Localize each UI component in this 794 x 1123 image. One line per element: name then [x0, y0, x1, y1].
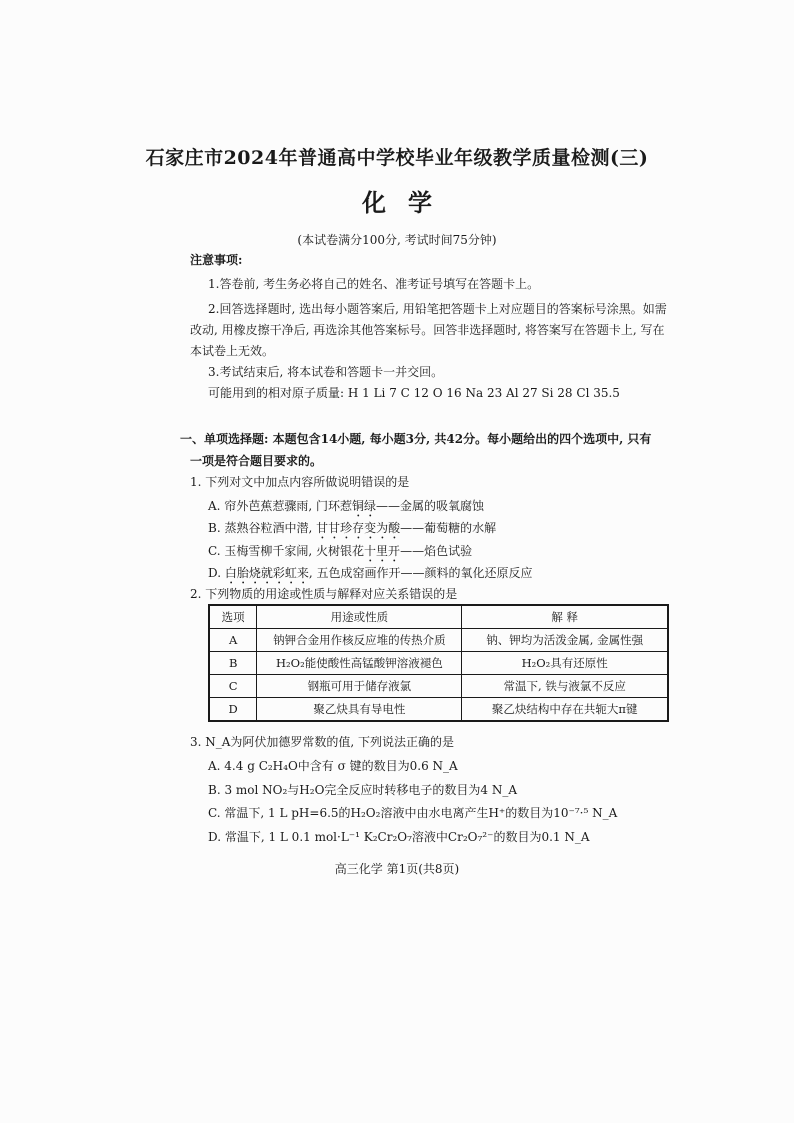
table-cell: 钠钾合金用作核反应堆的传热介质: [257, 629, 462, 652]
table-cell: 聚乙炔结构中存在共轭大π键: [462, 698, 668, 722]
question-2-stem: 2. 下列物质的用途或性质与解释对应关系错误的是: [190, 587, 458, 601]
table-header-row: [209, 605, 668, 629]
question-3-stem: 3. N_A为阿伏加德罗常数的值, 下列说法正确的是: [190, 735, 455, 749]
notice-item-2-cont: 改动, 用橡皮擦干净后, 再选涂其他答案标号。回答非选择题时, 将答案写在答题卡上, 写在: [190, 323, 665, 337]
exam-info: (本试卷满分100分, 考试时间75分钟): [297, 233, 497, 247]
table-row: [209, 652, 668, 675]
section-1-heading: 一、单项选择题: 本题包含14小题, 每小题3分, 共42分。每小题给出的四个选项中, 只有: [180, 432, 652, 446]
question-3-option-b: B. 3 mol NO₂与H₂O完全反应时转移电子的数目为4 N_A: [208, 783, 518, 797]
table-header: 用途或性质: [257, 605, 462, 629]
subject-title: 化学: [362, 188, 454, 217]
table-cell: H₂O₂能使酸性高锰酸钾溶液褪色: [257, 652, 462, 675]
question-2-table: [208, 604, 669, 722]
notice-heading: 注意事项:: [190, 253, 243, 267]
table-cell: 钠、钾均为活泼金属, 金属性强: [462, 629, 668, 652]
exam-title: 石家庄市2024年普通高中学校毕业年级教学质量检测(三): [145, 147, 649, 169]
table-cell: H₂O₂具有还原性: [462, 652, 668, 675]
question-1-option-d: D. 白胎烧就彩虹来, 五色成窑画作开——颜料的氧化还原反应: [208, 566, 533, 580]
table-header: 选项: [209, 605, 257, 629]
question-1-option-c: C. 玉梅雪柳千家闹, 火树银花十里开——焰色试验: [208, 544, 473, 558]
table-cell: D: [209, 698, 257, 722]
question-1-option-b: B. 蒸熟谷粒酒中潜, 甘甘珍存变为酸——葡萄糖的水解: [208, 521, 497, 535]
table-cell: B: [209, 652, 257, 675]
question-3-option-d: D. 常温下, 1 L 0.1 mol·L⁻¹ K₂Cr₂O₇溶液中Cr₂O₇²⁻的数目为0.1 N_A: [208, 830, 590, 844]
notice-item-2-end: 本试卷上无效。: [190, 344, 275, 358]
table-row: [209, 698, 668, 722]
atomic-mass-line: 可能用到的相对原子质量: H 1 Li 7 C 12 O 16 Na 23 Al 27 Si 28 Cl 35.5: [208, 386, 620, 400]
notice-item-1: 1.答卷前, 考生务必将自己的姓名、准考证号填写在答题卡上。: [208, 277, 540, 291]
table-cell: 常温下, 铁与液氯不反应: [462, 675, 668, 698]
table-cell: C: [209, 675, 257, 698]
section-1-heading-cont: 一项是符合题目要求的。: [190, 454, 323, 468]
question-3-option-a: A. 4.4 g C₂H₄O中含有 σ 键的数目为0.6 N_A: [208, 759, 458, 773]
notice-item-3: 3.考试结束后, 将本试卷和答题卡一并交回。: [208, 365, 444, 379]
table-cell: 钢瓶可用于储存液氯: [257, 675, 462, 698]
question-3-option-c: C. 常温下, 1 L pH=6.5的H₂O₂溶液中由水电离产生H⁺的数目为10⁻⁷·⁵ N_A: [208, 806, 618, 820]
question-1-stem: 1. 下列对文中加点内容所做说明错误的是: [190, 475, 410, 489]
notice-item-2: 2.回答选择题时, 选出每小题答案后, 用铅笔把答题卡上对应题目的答案标号涂黑。如需: [208, 302, 667, 316]
table-header: 解 释: [462, 605, 668, 629]
question-1-option-a: A. 帘外芭蕉惹骤雨, 门环惹铜绿——金属的吸氧腐蚀: [208, 499, 484, 513]
table-row: [209, 675, 668, 698]
table-cell: 聚乙炔具有导电性: [257, 698, 462, 722]
page-footer: 高三化学 第1页(共8页): [334, 862, 460, 876]
table-cell: A: [209, 629, 257, 652]
table-row: [209, 629, 668, 652]
